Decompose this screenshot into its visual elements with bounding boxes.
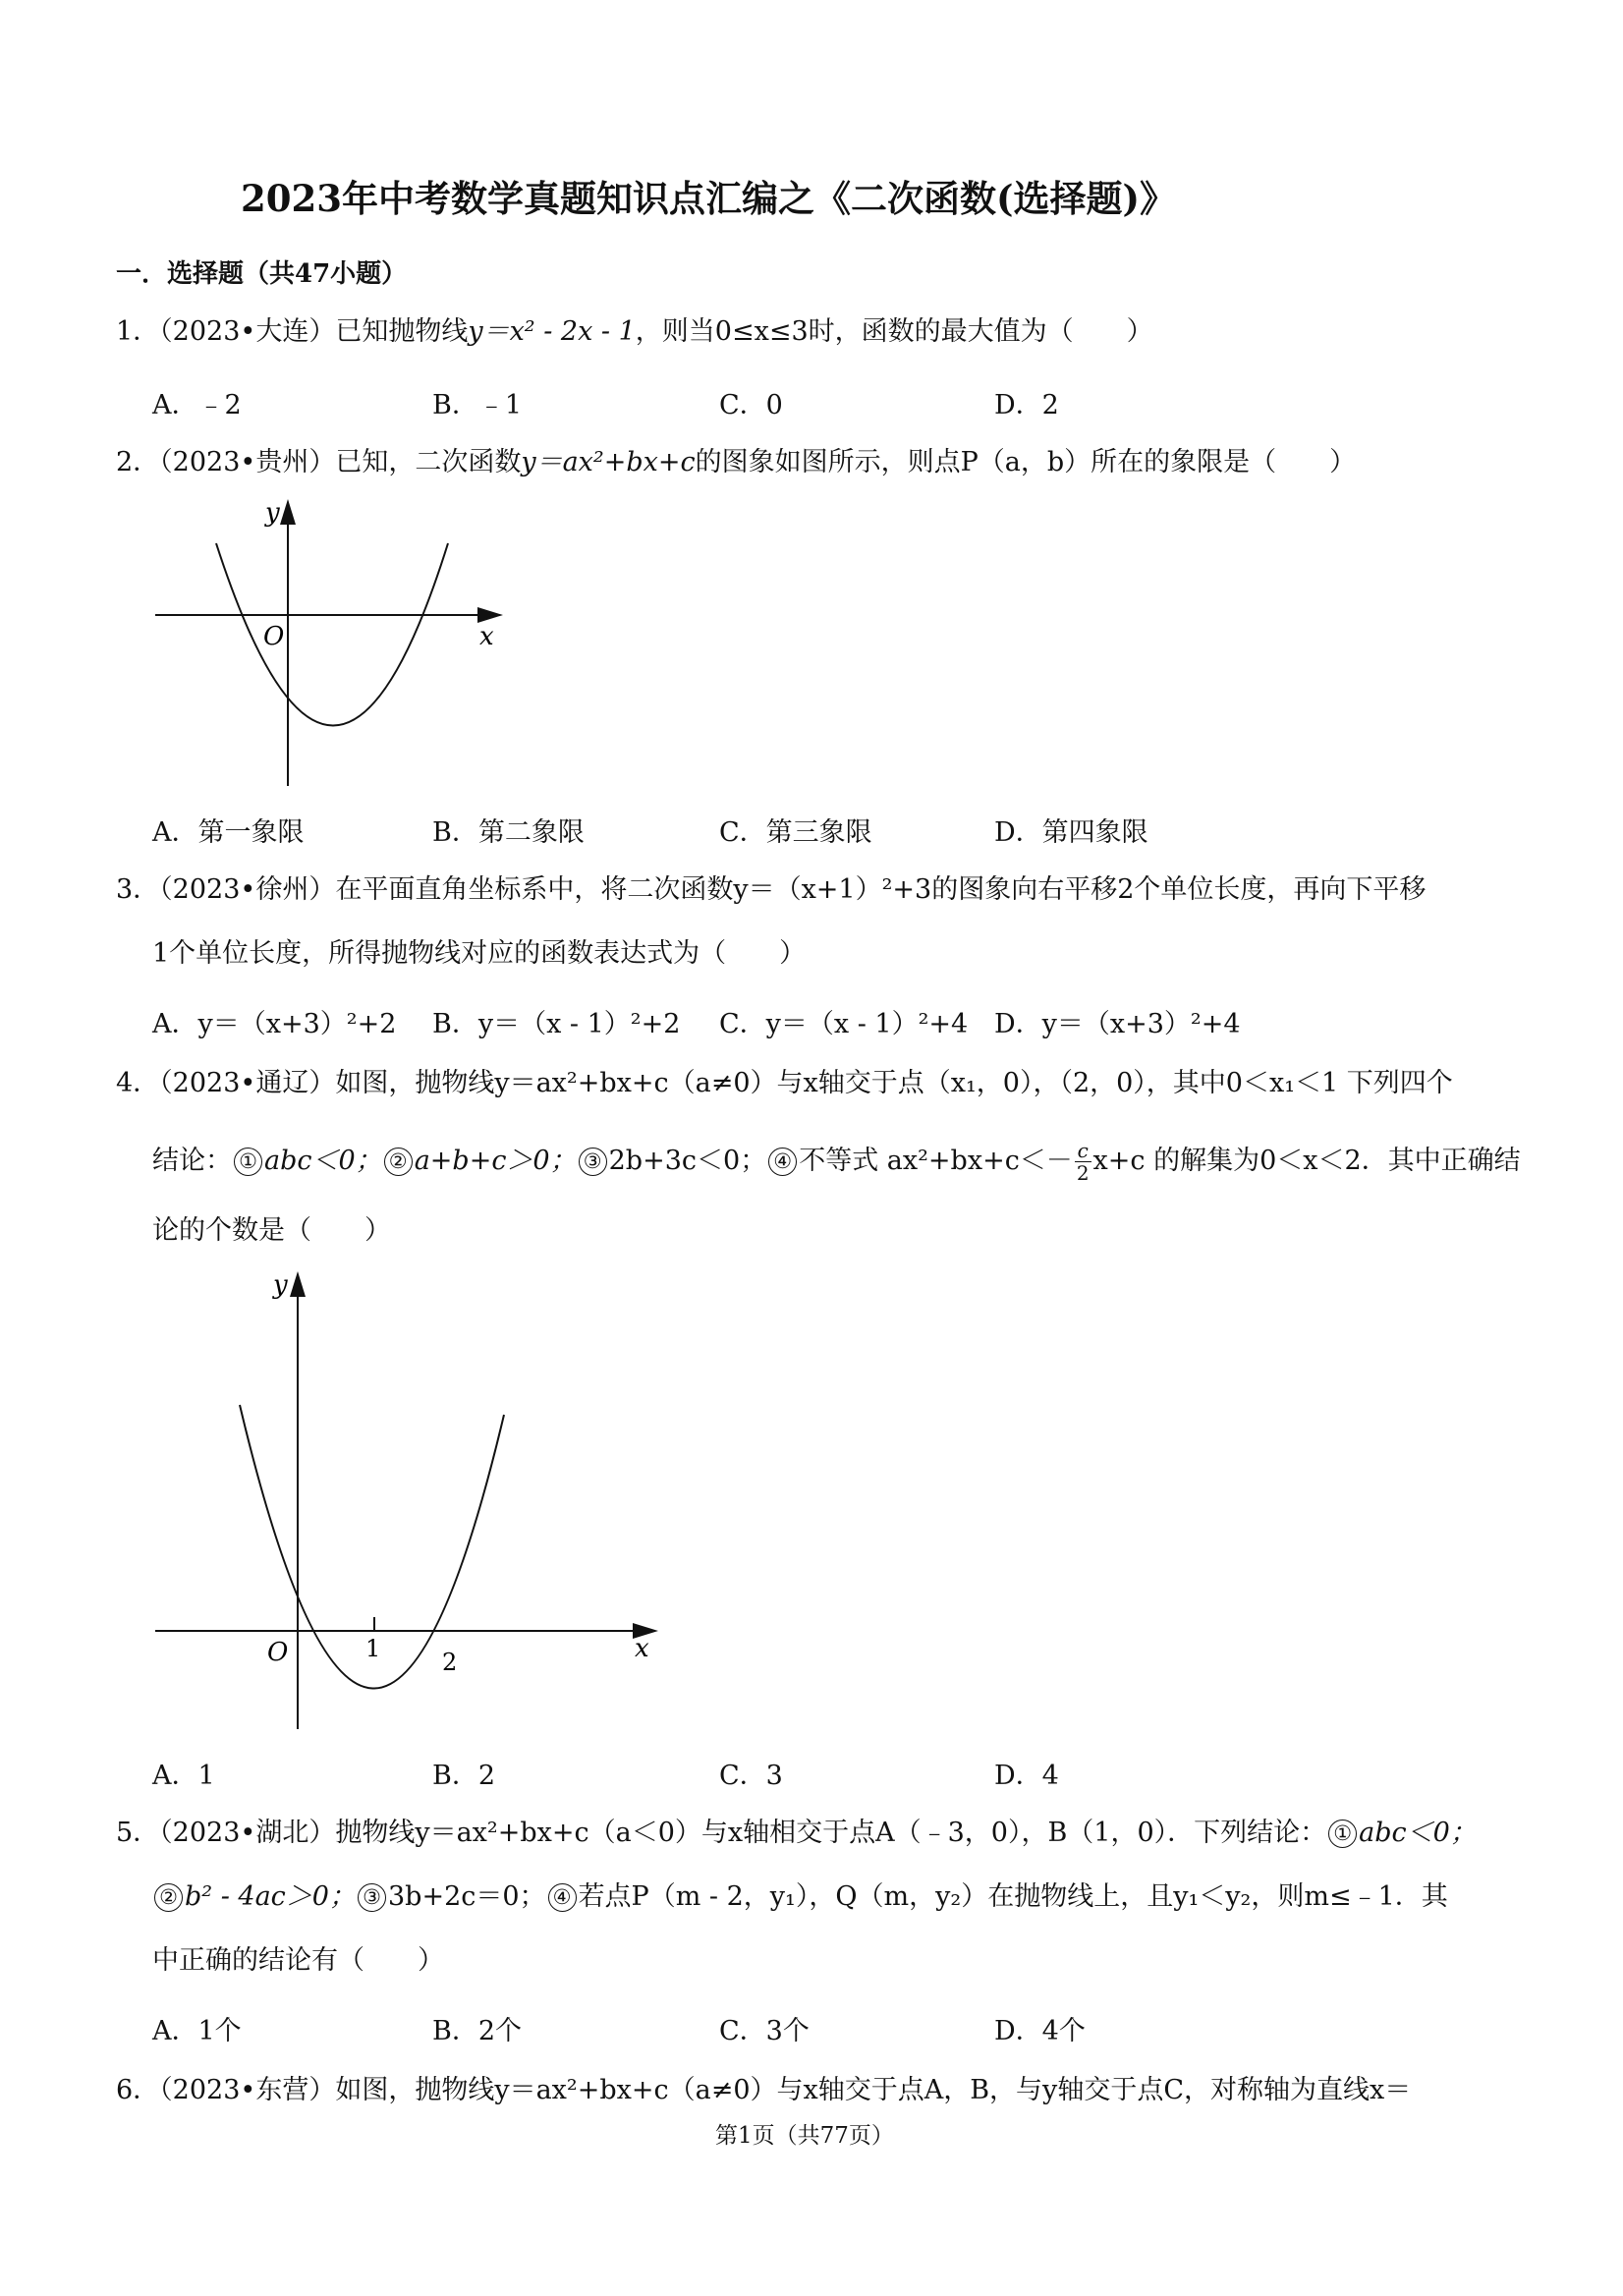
q1-option-c[interactable]: C．0: [719, 390, 783, 420]
q2-x-axis-arrow-icon: [477, 607, 503, 623]
q4-conclusion-1: abc＜0；: [264, 1146, 382, 1176]
circled-2-icon: ②: [384, 1148, 413, 1176]
question-2-prefix: 2．（2023•贵州）已知，二次函数: [116, 447, 522, 477]
q2-option-b[interactable]: B．第二象限: [432, 817, 585, 848]
q5-option-a[interactable]: A．1个: [152, 2016, 242, 2046]
circled-3-icon: ③: [579, 1148, 607, 1176]
q4-origin-label: O: [267, 1638, 289, 1667]
circled-1-icon: ①: [234, 1148, 262, 1176]
q4-line-2-end: x+c 的解集为0＜x＜2．其中正确结: [1092, 1146, 1521, 1176]
q3-option-b[interactable]: B．y＝（x - 1）²+2: [432, 1009, 681, 1039]
q1-option-a[interactable]: A．﹣2: [152, 390, 242, 420]
q3-option-c[interactable]: C．y＝（x - 1）²+4: [719, 1009, 969, 1039]
q4-y-label: y: [273, 1270, 288, 1300]
question-4-line-1: 4．（2023•通辽）如图，抛物线y＝ax²+bx+c（a≠0）与x轴交于点（x₁，0），（2，0），其中0＜x₁＜1 下列四个: [116, 1068, 1453, 1098]
question-4-line-2: [152, 1140, 1521, 1184]
question-2-formula: y＝ax²+bx+c: [521, 447, 696, 477]
q4-option-d[interactable]: D．4: [994, 1761, 1059, 1791]
question-4-graph: [147, 1258, 668, 1739]
q4-option-b[interactable]: B．2: [432, 1761, 496, 1791]
q2-origin-label: O: [263, 622, 285, 651]
question-1-suffix: ，则当0≤x≤3时，函数的最大值为（ ）: [635, 316, 1153, 347]
section-heading: 一．选择题（共47小题）: [116, 259, 408, 289]
q2-y-axis-arrow-icon: [280, 499, 296, 525]
question-5-line-2: [152, 1881, 1448, 1913]
q5-line-1-text: 5．（2023•湖北）抛物线y＝ax²+bx+c（a＜0）与x轴相交于点A（﹣3，0），B（1，0）．下列结论：: [116, 1818, 1327, 1848]
q5-option-b[interactable]: B．2个: [432, 2016, 523, 2046]
question-4-line-3: 论的个数是（ ）: [152, 1215, 391, 1246]
question-2-graph: [147, 491, 521, 806]
q5-conclusion-3: 3b+2c＝0；: [387, 1881, 546, 1912]
q4-x-label: x: [635, 1634, 649, 1663]
q4-option-a[interactable]: A．1: [152, 1761, 215, 1791]
q5-option-c[interactable]: C．3个: [719, 2016, 810, 2046]
q5-option-d[interactable]: D．4个: [994, 2016, 1086, 2046]
q4-conclusion-2: a+b+c＞0；: [414, 1146, 577, 1176]
q5-conclusion-1: abc＜0；: [1359, 1818, 1477, 1848]
question-5-line-1: [116, 1818, 1477, 1849]
question-6-line-1: 6．（2023•东营）如图，抛物线y＝ax²+bx+c（a≠0）与x轴交于点A，B，与y轴交于点C，对称轴为直线x＝: [116, 2075, 1412, 2105]
q1-option-b[interactable]: B．﹣1: [432, 390, 523, 420]
q1-option-d[interactable]: D．2: [994, 390, 1059, 420]
q2-y-label: y: [265, 498, 280, 528]
question-1-prefix: 1．（2023•大连）已知抛物线: [116, 316, 469, 347]
circled-4-icon: ④: [768, 1148, 797, 1176]
q2-x-label: x: [479, 622, 494, 651]
q4-conclusions-label: 结论：: [152, 1146, 232, 1176]
q2-option-d[interactable]: D．第四象限: [994, 817, 1148, 848]
question-5-line-3: 中正确的结论有（ ）: [152, 1945, 444, 1976]
q4-fraction: [1075, 1140, 1091, 1184]
q5-conclusion-2: b² - 4ac＞0；: [185, 1881, 356, 1912]
page-title: 2023年中考数学真题知识点汇编之《二次函数(选择题)》: [241, 177, 1176, 220]
circled-2-icon: ②: [154, 1883, 183, 1912]
question-3-line-2: 1个单位长度，所得抛物线对应的函数表达式为（ ）: [152, 938, 807, 969]
q4-fraction-denominator: 2: [1076, 1161, 1090, 1185]
question-1-formula: y＝x² - 2x - 1: [468, 316, 636, 347]
q2-parabola: [216, 543, 448, 726]
q4-tick-2-label: 2: [442, 1649, 458, 1676]
q4-conclusion-4: 不等式 ax²+bx+c＜－: [799, 1146, 1073, 1176]
q4-y-axis-arrow-icon: [290, 1271, 306, 1297]
circled-1-icon: ①: [1328, 1820, 1357, 1848]
question-2-suffix: 的图象如图所示，则点P（a，b）所在的象限是（ ）: [695, 447, 1357, 477]
circled-3-icon: ③: [358, 1883, 386, 1912]
question-3-line-1: 3．（2023•徐州）在平面直角坐标系中，将二次函数y＝（x+1）²+3的图象向右平移2个单位长度，再向下平移: [116, 874, 1427, 905]
q3-option-a[interactable]: A．y＝（x+3）²+2: [152, 1009, 397, 1039]
question-1: [116, 316, 1153, 348]
q4-option-c[interactable]: C．3: [719, 1761, 783, 1791]
circled-4-icon: ④: [548, 1883, 577, 1912]
q4-tick-1-label: 1: [365, 1635, 381, 1662]
q5-conclusion-4: 若点P（m - 2，y₁），Q（m，y₂）在抛物线上，且y₁＜y₂，则m≤﹣1．其: [578, 1881, 1448, 1912]
question-2: [116, 447, 1356, 478]
q2-option-a[interactable]: A．第一象限: [152, 817, 305, 848]
page-footer: 第1页（共77页）: [715, 2123, 894, 2149]
q3-option-d[interactable]: D．y＝（x+3）²+4: [994, 1009, 1241, 1039]
q2-option-c[interactable]: C．第三象限: [719, 817, 872, 848]
q4-fraction-numerator: c: [1075, 1140, 1091, 1162]
q4-conclusion-3: 2b+3c＜0；: [608, 1146, 767, 1176]
